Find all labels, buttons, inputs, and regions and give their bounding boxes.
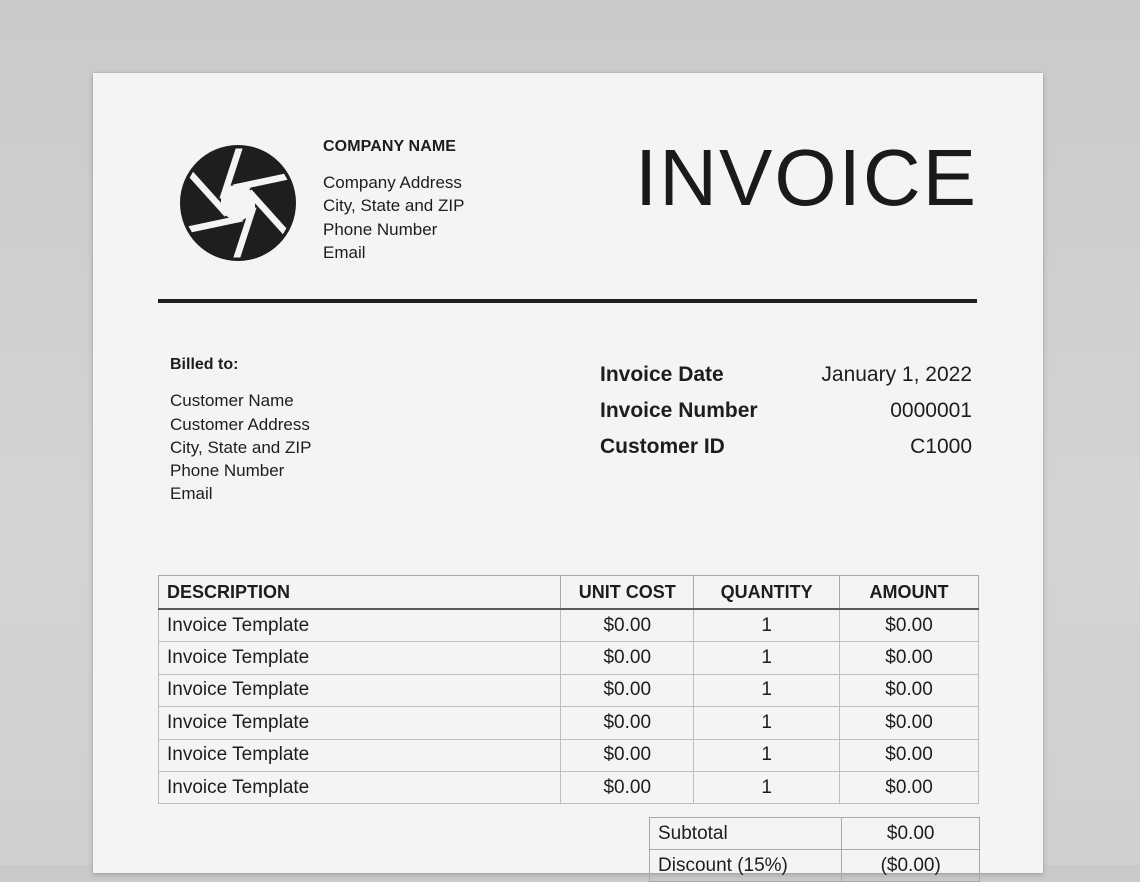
meta-row-customer-id bbox=[600, 429, 972, 465]
cell-quantity: 1 bbox=[694, 642, 840, 674]
billed-to-label: Billed to: bbox=[170, 356, 239, 373]
subtotal-label: Subtotal bbox=[650, 818, 842, 850]
table-row bbox=[159, 674, 979, 706]
customer-name: Customer Name bbox=[170, 391, 294, 411]
company-email: Email bbox=[323, 243, 366, 262]
invoice-date-label: Invoice Date bbox=[600, 363, 724, 386]
cell-description: Invoice Template bbox=[159, 771, 561, 803]
company-phone: Phone Number bbox=[323, 219, 438, 239]
cell-unit-cost: $0.00 bbox=[561, 642, 694, 674]
cell-amount: $0.00 bbox=[840, 707, 979, 739]
cell-description: Invoice Template bbox=[159, 739, 561, 771]
cell-amount: $0.00 bbox=[840, 609, 979, 642]
cell-unit-cost: $0.00 bbox=[561, 739, 694, 771]
company-address: Company Address bbox=[323, 172, 462, 192]
cell-amount: $0.00 bbox=[840, 771, 979, 803]
cell-quantity: 1 bbox=[694, 771, 840, 803]
column-header-amount: AMOUNT bbox=[840, 576, 979, 610]
cell-amount: $0.00 bbox=[840, 674, 979, 706]
meta-row-invoice-date bbox=[600, 357, 972, 393]
subtotal-value: $0.00 bbox=[842, 818, 980, 850]
line-items-table bbox=[158, 575, 979, 804]
cell-description: Invoice Template bbox=[159, 707, 561, 739]
invoice-number-value: 0000001 bbox=[890, 399, 972, 422]
cell-unit-cost: $0.00 bbox=[561, 707, 694, 739]
cell-unit-cost: $0.00 bbox=[561, 609, 694, 642]
cell-unit-cost: $0.00 bbox=[561, 771, 694, 803]
company-block bbox=[323, 135, 464, 265]
table-row bbox=[159, 707, 979, 739]
camera-aperture-logo-icon bbox=[180, 145, 296, 261]
table-row bbox=[159, 642, 979, 674]
cell-quantity: 1 bbox=[694, 739, 840, 771]
billed-to-block bbox=[170, 353, 311, 506]
column-header-description: DESCRIPTION bbox=[159, 576, 561, 610]
table-header-row bbox=[159, 576, 979, 610]
invoice-number-label: Invoice Number bbox=[600, 399, 758, 422]
cell-description: Invoice Template bbox=[159, 609, 561, 642]
invoice-date-value: January 1, 2022 bbox=[821, 363, 972, 386]
cell-description: Invoice Template bbox=[159, 674, 561, 706]
discount-label: Discount (15%) bbox=[650, 850, 842, 882]
header-divider bbox=[158, 299, 977, 303]
totals-table bbox=[649, 817, 980, 882]
totals-row-discount bbox=[650, 850, 980, 882]
table-row bbox=[159, 771, 979, 803]
document-title: INVOICE bbox=[635, 133, 978, 222]
cell-amount: $0.00 bbox=[840, 642, 979, 674]
meta-row-invoice-number bbox=[600, 393, 972, 429]
cell-quantity: 1 bbox=[694, 707, 840, 739]
totals-row-subtotal bbox=[650, 818, 980, 850]
invoice-paper bbox=[93, 73, 1043, 876]
company-city-state-zip: City, State and ZIP bbox=[323, 196, 465, 215]
column-header-unit-cost: UNIT COST bbox=[561, 576, 694, 610]
table-row bbox=[159, 609, 979, 642]
cell-quantity: 1 bbox=[694, 609, 840, 642]
cell-description: Invoice Template bbox=[159, 642, 561, 674]
table-row bbox=[159, 739, 979, 771]
cell-quantity: 1 bbox=[694, 674, 840, 706]
customer-id-value: C1000 bbox=[910, 435, 972, 458]
discount-value: ($0.00) bbox=[842, 850, 980, 882]
invoice-meta bbox=[600, 357, 972, 465]
cell-unit-cost: $0.00 bbox=[561, 674, 694, 706]
cell-amount: $0.00 bbox=[840, 739, 979, 771]
customer-id-label: Customer ID bbox=[600, 435, 725, 458]
customer-address: Customer Address bbox=[170, 414, 310, 434]
customer-phone: Phone Number bbox=[170, 461, 285, 481]
column-header-quantity: QUANTITY bbox=[694, 576, 840, 610]
customer-city-state-zip: City, State and ZIP bbox=[170, 437, 312, 457]
customer-email: Email bbox=[170, 484, 213, 504]
company-name: COMPANY NAME bbox=[323, 138, 457, 155]
